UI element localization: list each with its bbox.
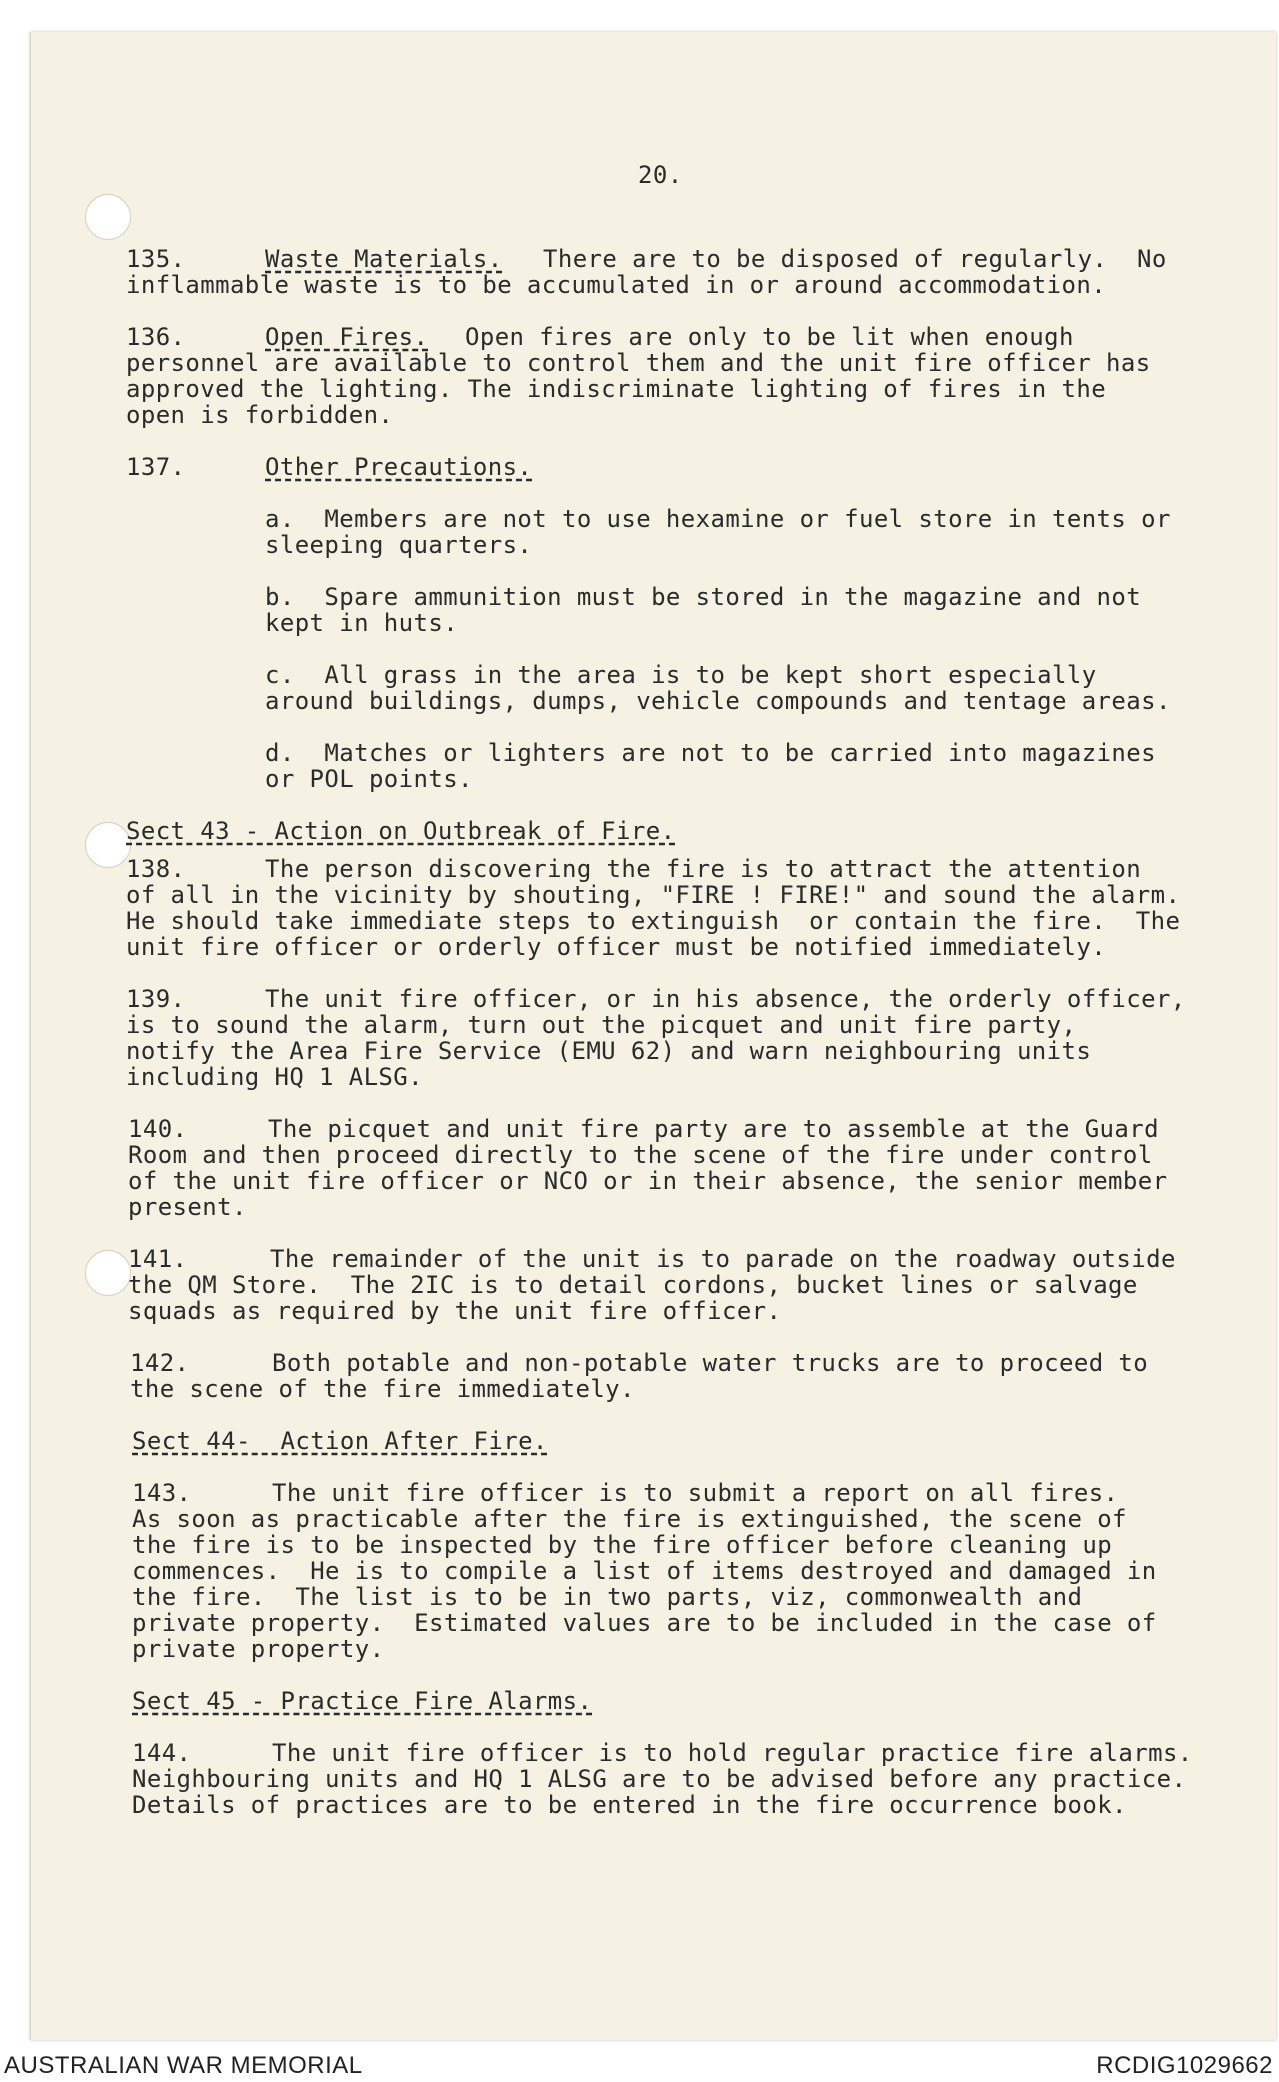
para-136-line: personnel are available to control them and the unit fire officer has	[126, 349, 1151, 377]
para-139-number: 139.	[126, 985, 186, 1013]
para-135-title: Waste Materials.	[265, 245, 503, 273]
para-136-line: open is forbidden.	[126, 401, 394, 429]
para-143-line: private property.	[132, 1635, 385, 1663]
para-138-line: He should take immediate steps to extinguish or contain the fire. The	[126, 907, 1181, 935]
punch-hole-top	[85, 194, 131, 240]
para-142-text: Both potable and non-potable water trucks are to proceed to	[272, 1349, 1149, 1377]
footer-institution: AUSTRALIAN WAR MEMORIAL	[4, 2052, 363, 2079]
para-137-number: 137.	[126, 453, 186, 481]
para-138-number: 138.	[126, 855, 186, 883]
para-136-number: 136.	[126, 323, 186, 351]
para-137-item-a-cont: sleeping quarters.	[265, 531, 533, 559]
section-44-heading: Sect 44- Action After Fire.	[132, 1427, 548, 1455]
para-140-line: present.	[128, 1193, 247, 1221]
para-142-line: the scene of the fire immediately.	[130, 1375, 635, 1403]
para-144-line: Details of practices are to be entered in the fire occurrence book.	[132, 1791, 1127, 1819]
page-number: 20.	[638, 161, 683, 189]
punch-hole-lower	[85, 1250, 131, 1296]
punch-hole-middle	[85, 822, 131, 868]
para-144-text: The unit fire officer is to hold regular practice fire alarms.	[272, 1739, 1193, 1767]
para-142-number: 142.	[130, 1349, 190, 1377]
para-143-line: the fire is to be inspected by the fire officer before cleaning up	[132, 1531, 1113, 1559]
para-141-line: squads as required by the unit fire officer.	[128, 1297, 782, 1325]
section-43-heading: Sect 43 - Action on Outbreak of Fire.	[126, 817, 676, 845]
para-136-title: Open Fires.	[265, 323, 429, 351]
para-139-line: is to sound the alarm, turn out the picquet and unit fire party,	[126, 1011, 1077, 1039]
section-45-heading: Sect 45 - Practice Fire Alarms.	[132, 1687, 593, 1715]
para-140-number: 140.	[128, 1115, 188, 1143]
para-139-text: The unit fire officer, or in his absence, the orderly officer,	[265, 985, 1186, 1013]
para-137-item-c-cont: around buildings, dumps, vehicle compounds and tentage areas.	[265, 687, 1171, 715]
para-140-line: of the unit fire officer or NCO or in their absence, the senior member	[128, 1167, 1168, 1195]
para-137-title: Other Precautions.	[265, 453, 533, 481]
para-138-line: of all in the vicinity by shouting, "FIRE ! FIRE!" and sound the alarm.	[126, 881, 1181, 909]
para-139-line: including HQ 1 ALSG.	[126, 1063, 423, 1091]
para-140-text: The picquet and unit fire party are to assemble at the Guard	[268, 1115, 1159, 1143]
para-143-text: The unit fire officer is to submit a report on all fires.	[272, 1479, 1119, 1507]
para-137-item-a: a. Members are not to use hexamine or fuel store in tents or	[265, 505, 1171, 533]
para-144-line: Neighbouring units and HQ 1 ALSG are to be advised before any practice.	[132, 1765, 1187, 1793]
para-138-text: The person discovering the fire is to attract the attention	[265, 855, 1142, 883]
para-135-text: There are to be disposed of regularly. No	[543, 245, 1167, 273]
para-143-number: 143.	[132, 1479, 192, 1507]
para-141-text: The remainder of the unit is to parade on the roadway outside	[270, 1245, 1176, 1273]
para-136-line: approved the lighting. The indiscriminate lighting of fires in the	[126, 375, 1107, 403]
para-143-line: the fire. The list is to be in two parts, viz, commonwealth and	[132, 1583, 1083, 1611]
para-138-line: unit fire officer or orderly officer must be notified immediately.	[126, 933, 1107, 961]
para-139-line: notify the Area Fire Service (EMU 62) and warn neighbouring units	[126, 1037, 1092, 1065]
para-144-number: 144.	[132, 1739, 192, 1767]
para-137-item-c: c. All grass in the area is to be kept short especially	[265, 661, 1097, 689]
para-141-line: the QM Store. The 2IC is to detail cordons, bucket lines or salvage	[128, 1271, 1138, 1299]
para-137-item-b: b. Spare ammunition must be stored in the magazine and not	[265, 583, 1142, 611]
footer-record-id: RCDIG1029662	[1096, 2052, 1273, 2079]
para-137-item-d: d. Matches or lighters are not to be carried into magazines	[265, 739, 1156, 767]
para-143-line: private property. Estimated values are to be included in the case of	[132, 1609, 1157, 1637]
para-135-line: inflammable waste is to be accumulated in or around accommodation.	[126, 271, 1107, 299]
para-137-item-d-cont: or POL points.	[265, 765, 473, 793]
para-137-item-b-cont: kept in huts.	[265, 609, 459, 637]
para-136-text: Open fires are only to be lit when enough	[465, 323, 1074, 351]
para-140-line: Room and then proceed directly to the scene of the fire under control	[128, 1141, 1153, 1169]
para-143-line: commences. He is to compile a list of items destroyed and damaged in	[132, 1557, 1157, 1585]
para-135-number: 135.	[126, 245, 186, 273]
para-141-number: 141.	[128, 1245, 188, 1273]
para-143-line: As soon as practicable after the fire is extinguished, the scene of	[132, 1505, 1127, 1533]
